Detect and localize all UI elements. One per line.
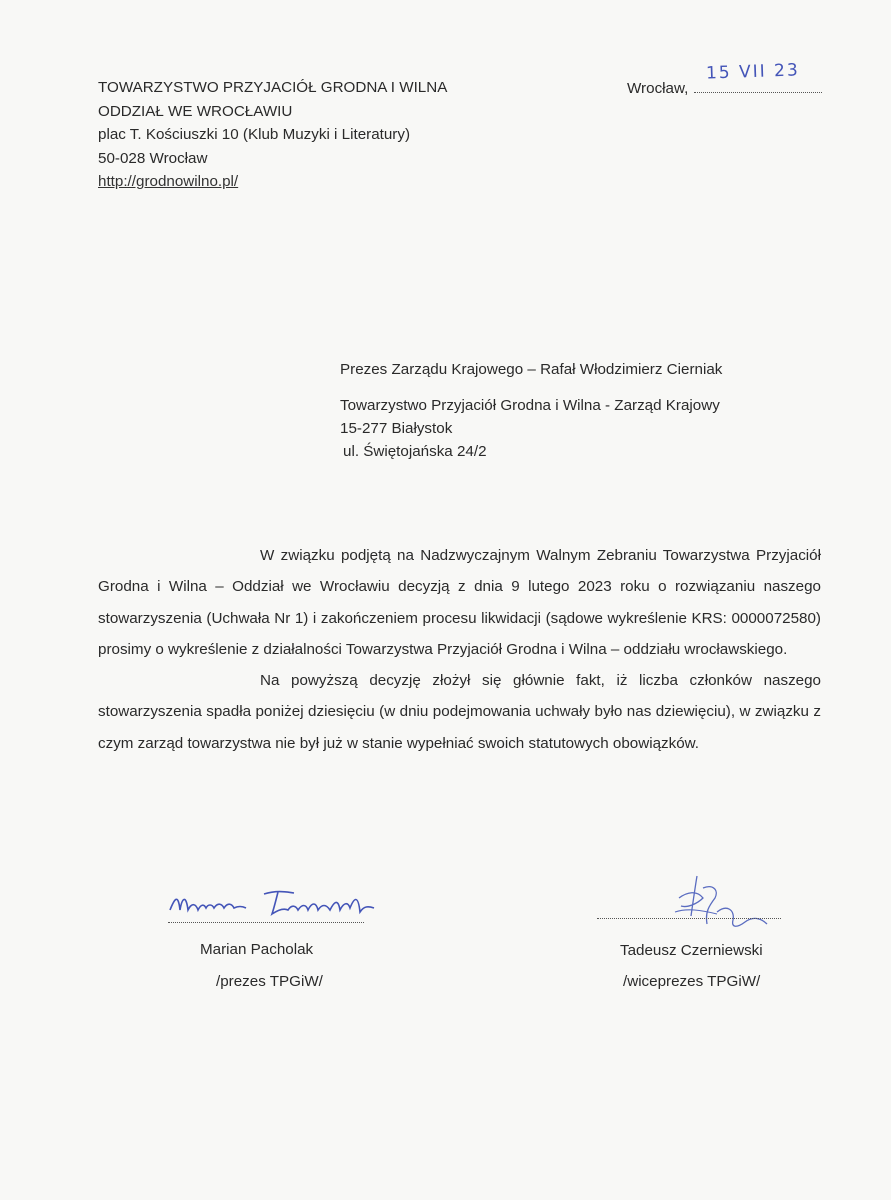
recipient-person: Prezes Zarządu Krajowego – Rafał Włodzimierz Cierniak <box>340 361 723 378</box>
recipient-street: ul. Świętojańska 24/2 <box>343 443 487 460</box>
signature-line-left <box>168 922 364 923</box>
signatory-name-left: Marian Pacholak <box>200 941 314 958</box>
signatory-role-left: /prezes TPGiW/ <box>216 973 323 990</box>
sender-website-link[interactable]: http://grodnowilno.pl/ <box>98 173 239 190</box>
sender-street: plac T. Kościuszki 10 (Klub Muzyki i Literatury) <box>98 126 411 143</box>
signatory-role-right: /wiceprezes TPGiW/ <box>623 973 761 990</box>
dateline-city: Wrocław, <box>627 80 689 97</box>
signature-line-right <box>597 918 781 919</box>
signatory-name-right: Tadeusz Czerniewski <box>620 942 763 959</box>
handwritten-signature-right <box>657 868 857 948</box>
handwritten-signature-left <box>168 880 378 926</box>
sender-branch: ODDZIAŁ WE WROCŁAWIU <box>98 102 293 120</box>
handwritten-date: 15 VII 23 <box>705 60 801 84</box>
recipient-organization: Towarzystwo Przyjaciół Grodna i Wilna - Zarząd Krajowy <box>340 397 720 414</box>
letter-body <box>98 540 821 759</box>
recipient-postal-city: 15-277 Białystok <box>340 420 453 437</box>
body-paragraph-1: W związku podjętą na Nadzwyczajnym Walnym Zebraniu Towarzystwa Przyjaciół Grodna i Wilna – Oddział we Wrocławiu decyzją z dnia 9 lutego 2023 roku o rozwiązaniu naszego stowarzyszenia (Uchwała Nr 1) i zakończeniem procesu likwidacji (sądowe wykreślenie KRS: 0000072580) prosimy o wykreślenie z działalności Towarzystwa Przyjaciół Grodna i Wilna – oddziału wrocławskiego. <box>98 547 821 658</box>
sender-postal-city: 50-028 Wrocław <box>98 149 208 167</box>
recipient-address-block <box>340 358 722 463</box>
sender-address-block <box>98 76 447 194</box>
body-paragraph-2: Na powyższą decyzję złożył się głównie fakt, iż liczba członków naszego stowarzyszenia spadła poniżej dziesięciu (w dniu podejmowania uchwały było nas dziewięciu), w związku z czym zarząd towarzystwa nie był już w stanie wypełniać swoich statutowych obowiązków. <box>98 672 821 752</box>
sender-organization: TOWARZYSTWO PRZYJACIÓŁ GRODNA I WILNA <box>98 79 448 96</box>
